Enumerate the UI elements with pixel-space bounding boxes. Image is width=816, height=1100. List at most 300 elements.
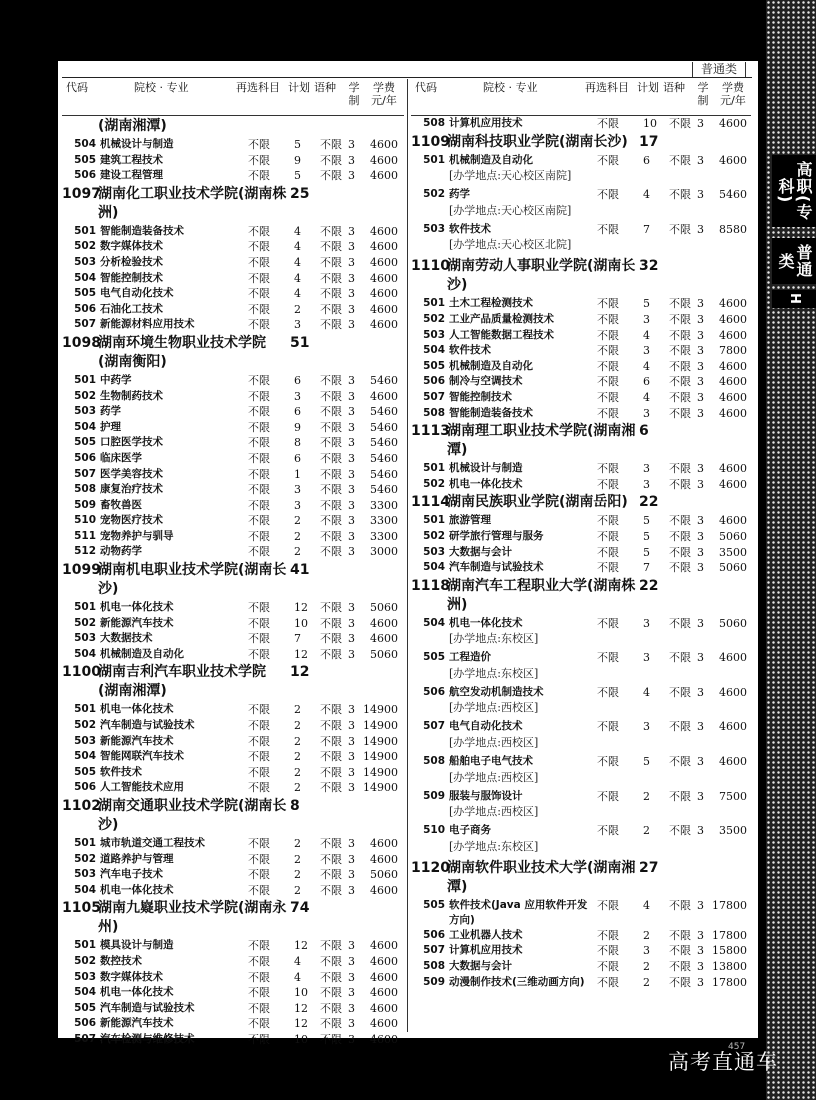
duration-years: 3 (348, 750, 355, 764)
table-row (62, 1001, 404, 1017)
major-code: 504 (74, 420, 96, 433)
duration-years: 3 (697, 153, 704, 167)
school-plan-total: 51 (290, 334, 310, 351)
left-column (62, 79, 404, 1046)
language: 不限 (669, 720, 691, 734)
header-duration: 学制 (348, 81, 360, 107)
duration-years: 3 (348, 498, 355, 512)
major-name: 新能源材料应用技术 (100, 318, 195, 331)
major-code: 502 (74, 954, 96, 967)
major-name: 机电一体化技术 (100, 703, 174, 716)
elective-subject: 不限 (597, 561, 619, 575)
tuition-fee: 4600 (719, 685, 747, 699)
header-name: 院校 · 专业 (134, 81, 189, 94)
table-row (411, 187, 751, 203)
duration-years: 3 (348, 318, 355, 332)
major-code: 507 (423, 390, 445, 403)
tuition-fee: 4600 (719, 514, 747, 528)
language: 不限 (320, 601, 342, 615)
major-name: 研学旅行管理与服务 (449, 529, 544, 542)
major-name: 汽车制造与试验技术 (100, 719, 195, 732)
duration-years: 3 (697, 755, 704, 769)
table-row (411, 477, 751, 493)
tuition-fee: 5460 (370, 451, 398, 465)
duration-years: 3 (697, 312, 704, 326)
language: 不限 (320, 436, 342, 450)
language: 不限 (669, 375, 691, 389)
side-tab-vocational: 高职(专科) (772, 155, 816, 227)
elective-subject: 不限 (248, 1001, 270, 1015)
language: 不限 (669, 406, 691, 420)
duration-years: 3 (348, 255, 355, 269)
school-heading (62, 796, 404, 836)
major-code: 504 (74, 271, 96, 284)
tuition-fee: 4600 (719, 462, 747, 476)
duration-years: 3 (697, 375, 704, 389)
major-name: 汽车检测与维修技术 (100, 1032, 195, 1045)
table-row (62, 420, 404, 436)
tuition-fee: 4600 (370, 138, 398, 151)
table-row (411, 359, 751, 375)
major-code: 505 (74, 287, 96, 300)
language: 不限 (320, 765, 342, 779)
plan-count: 3 (643, 462, 650, 476)
major-name: 新能源汽车技术 (100, 1017, 174, 1030)
elective-subject: 不限 (248, 224, 270, 238)
elective-subject: 不限 (248, 632, 270, 646)
duration-years: 3 (348, 240, 355, 254)
school-plan-total: 22 (639, 494, 659, 511)
language: 不限 (320, 868, 342, 882)
major-code: 506 (74, 169, 96, 182)
language: 不限 (320, 781, 342, 795)
elective-subject: 不限 (248, 545, 270, 559)
footer-logo: 高考直通车 (668, 1050, 778, 1074)
major-code: 504 (74, 138, 96, 150)
elective-subject: 不限 (597, 153, 619, 167)
language: 不限 (320, 545, 342, 559)
header-duration: 学制 (697, 81, 709, 107)
table-row (411, 390, 751, 406)
table-row (411, 975, 751, 1005)
elective-subject: 不限 (248, 405, 270, 419)
table-row (62, 1032, 404, 1048)
major-name: 机电一体化技术 (100, 986, 174, 999)
major-name: 电气自动化技术 (100, 287, 174, 300)
major-code: 508 (423, 406, 445, 419)
header-code: 代码 (66, 81, 88, 94)
major-code: 504 (423, 616, 445, 629)
major-code: 509 (423, 975, 445, 988)
table-row (62, 286, 404, 302)
major-name: 畜牧兽医 (100, 498, 142, 511)
table-row (62, 317, 404, 333)
elective-subject: 不限 (248, 734, 270, 748)
plan-count: 2 (294, 781, 301, 795)
elective-subject: 不限 (597, 616, 619, 630)
header-plan: 计划 (637, 81, 659, 94)
plan-count: 2 (643, 789, 650, 803)
campus-note: [办学地点:天心校区南院] (449, 203, 572, 217)
header-tuition: 学费 元/年 (720, 81, 746, 107)
table-row (62, 647, 404, 663)
language: 不限 (669, 685, 691, 699)
elective-subject: 不限 (248, 837, 270, 850)
table-row (62, 153, 404, 169)
plan-count: 4 (643, 188, 650, 202)
major-code: 504 (423, 344, 445, 357)
major-code: 503 (74, 405, 96, 418)
school-name: (湖南湘潭) (98, 118, 167, 134)
language: 不限 (320, 734, 342, 748)
plan-count: 1 (294, 467, 301, 481)
school-heading (411, 256, 751, 296)
language: 不限 (320, 719, 342, 733)
major-code: 503 (74, 970, 96, 983)
tuition-fee: 3300 (370, 498, 398, 512)
school-code: 1098 (62, 334, 101, 351)
elective-subject: 不限 (597, 789, 619, 803)
table-row (411, 789, 751, 805)
table-row (411, 296, 751, 312)
major-name: 机械制造及自动化 (449, 359, 533, 372)
duration-years: 3 (348, 781, 355, 795)
plan-count: 12 (294, 647, 308, 661)
plan-count: 3 (294, 498, 301, 512)
plan-count: 9 (294, 153, 301, 167)
school-plan-total: 22 (639, 577, 659, 594)
major-code: 501 (423, 514, 445, 527)
tuition-fee: 17800 (712, 928, 747, 942)
elective-subject: 不限 (248, 420, 270, 434)
table-row (62, 718, 404, 734)
campus-note: [办学地点:天心校区南院] (449, 169, 572, 183)
table-row (62, 404, 404, 420)
plan-count: 5 (643, 297, 650, 311)
tuition-fee: 5060 (370, 647, 398, 661)
major-name: 临床医学 (100, 451, 142, 464)
table-row (62, 631, 404, 647)
elective-subject: 不限 (248, 169, 270, 183)
duration-years: 3 (697, 651, 704, 665)
tuition-fee: 14900 (363, 734, 398, 748)
major-code: 508 (423, 117, 445, 129)
major-code: 511 (74, 529, 96, 542)
plan-count: 6 (643, 375, 650, 389)
header-subject: 再选科目 (585, 81, 629, 94)
language: 不限 (320, 852, 342, 866)
duration-years: 3 (348, 939, 355, 953)
language: 不限 (320, 954, 342, 968)
language: 不限 (669, 222, 691, 236)
elective-subject: 不限 (597, 928, 619, 942)
major-code: 501 (74, 837, 96, 849)
elective-subject: 不限 (248, 970, 270, 984)
tuition-fee: 3300 (370, 529, 398, 543)
language: 不限 (320, 1001, 342, 1015)
elective-subject: 不限 (597, 960, 619, 974)
major-name: 汽车制造与试验技术 (449, 561, 544, 574)
school-code: 1102 (62, 798, 101, 814)
duration-years: 3 (348, 514, 355, 528)
duration-years: 3 (697, 720, 704, 734)
major-name: 分析检验技术 (100, 255, 163, 268)
table-row (62, 513, 404, 529)
major-code: 505 (74, 153, 96, 166)
school-code: 1118 (411, 577, 450, 594)
school-name: 湖南汽车工程职业大学(湖南株洲) (447, 577, 636, 613)
duration-years: 3 (697, 928, 704, 942)
major-name: 机械制造及自动化 (449, 153, 533, 166)
elective-subject: 不限 (248, 647, 270, 661)
major-code: 505 (423, 651, 445, 664)
tuition-fee: 4600 (719, 153, 747, 167)
header-plan: 计划 (288, 81, 310, 94)
school-code: 1109 (411, 133, 450, 150)
duration-years: 3 (697, 944, 704, 958)
major-name: 智能制造装备技术 (449, 406, 533, 419)
table-row (62, 970, 404, 986)
plan-count: 3 (643, 616, 650, 630)
major-code: 506 (74, 302, 96, 315)
elective-subject: 不限 (597, 117, 619, 130)
side-tab-general: 普通类 (772, 238, 816, 284)
major-name: 宠物医疗技术 (100, 514, 163, 527)
elective-subject: 不限 (248, 153, 270, 167)
language: 不限 (669, 477, 691, 491)
major-name: 工程造价 (449, 651, 491, 664)
major-code: 512 (74, 545, 96, 558)
column-header (62, 79, 404, 116)
left-rows (62, 116, 404, 1048)
major-name: 建筑工程技术 (100, 153, 163, 166)
duration-years: 3 (348, 389, 355, 403)
major-code: 503 (74, 632, 96, 645)
major-code: 504 (74, 986, 96, 999)
elective-subject: 不限 (597, 514, 619, 528)
header-code: 代码 (415, 81, 437, 94)
duration-years: 3 (348, 719, 355, 733)
major-code: 501 (74, 224, 96, 237)
elective-subject: 不限 (597, 375, 619, 389)
major-code: 509 (423, 789, 445, 802)
duration-years: 3 (348, 616, 355, 630)
major-code: 504 (74, 750, 96, 763)
campus-note: [办学地点:西校区] (449, 770, 539, 784)
duration-years: 3 (348, 287, 355, 301)
tuition-fee: 4600 (370, 939, 398, 953)
language: 不限 (320, 1017, 342, 1031)
tuition-fee: 17800 (712, 898, 747, 912)
table-row (62, 749, 404, 765)
language: 不限 (669, 390, 691, 404)
school-heading (62, 184, 404, 224)
plan-count: 7 (643, 561, 650, 575)
plan-count: 12 (294, 1001, 308, 1015)
tuition-fee: 17800 (712, 975, 747, 989)
school-heading (62, 898, 404, 938)
major-code: 501 (423, 297, 445, 310)
tuition-fee: 4600 (719, 720, 747, 734)
language: 不限 (669, 651, 691, 665)
table-row (62, 883, 404, 899)
campus-note: [办学地点:东校区] (449, 839, 539, 853)
plan-count: 5 (643, 514, 650, 528)
tuition-fee: 3300 (370, 514, 398, 528)
column-divider (407, 79, 408, 1032)
plan-count: 2 (643, 960, 650, 974)
duration-years: 3 (697, 824, 704, 838)
duration-years: 3 (348, 405, 355, 419)
elective-subject: 不限 (597, 312, 619, 326)
table-row (411, 823, 751, 839)
duration-years: 3 (348, 986, 355, 1000)
plan-count: 2 (294, 837, 301, 850)
duration-years: 3 (697, 685, 704, 699)
plan-count: 4 (294, 287, 301, 301)
duration-years: 3 (697, 406, 704, 420)
major-name: 动漫制作技术(三维动画方向) (449, 975, 585, 988)
table-row (411, 328, 751, 344)
plan-count: 2 (294, 883, 301, 897)
tuition-fee: 4600 (370, 224, 398, 238)
plan-count: 4 (643, 359, 650, 373)
language: 不限 (669, 944, 691, 958)
elective-subject: 不限 (597, 406, 619, 420)
elective-subject: 不限 (597, 651, 619, 665)
major-name: 数字媒体技术 (100, 970, 163, 983)
major-code: 509 (74, 498, 96, 511)
plan-count: 2 (294, 545, 301, 559)
major-name: 新能源汽车技术 (100, 616, 174, 629)
language: 不限 (669, 960, 691, 974)
tuition-fee: 4600 (370, 169, 398, 183)
duration-years: 3 (348, 451, 355, 465)
table-row (62, 302, 404, 318)
tuition-fee: 5060 (719, 616, 747, 630)
tuition-fee: 5460 (719, 188, 747, 202)
major-code: 502 (74, 389, 96, 402)
duration-years: 3 (697, 359, 704, 373)
major-name: 药学 (100, 405, 121, 418)
duration-years: 3 (348, 169, 355, 183)
tuition-fee: 5060 (370, 601, 398, 615)
campus-note: [办学地点:东校区] (449, 666, 539, 680)
plan-count: 5 (643, 755, 650, 769)
plan-count: 5 (294, 138, 301, 151)
duration-years: 3 (697, 545, 704, 559)
language: 不限 (320, 883, 342, 897)
major-name: 电气自动化技术 (449, 720, 523, 733)
plan-count: 6 (294, 451, 301, 465)
plan-count: 2 (294, 529, 301, 543)
major-name: 医学美容技术 (100, 467, 163, 480)
school-heading (62, 662, 404, 702)
elective-subject: 不限 (248, 939, 270, 953)
elective-subject: 不限 (597, 944, 619, 958)
school-heading (411, 576, 751, 616)
elective-subject: 不限 (248, 436, 270, 450)
major-code: 502 (423, 477, 445, 490)
major-code: 502 (74, 719, 96, 732)
table-row (62, 544, 404, 560)
plan-count: 2 (643, 975, 650, 989)
major-name: 土木工程检测技术 (449, 297, 533, 310)
language: 不限 (669, 297, 691, 311)
plan-count: 12 (294, 601, 308, 615)
plan-count: 3 (294, 318, 301, 332)
major-name: 智能控制技术 (449, 390, 512, 403)
table-row (62, 373, 404, 389)
elective-subject: 不限 (248, 240, 270, 254)
side-tab-letter: H (772, 290, 816, 308)
language: 不限 (669, 616, 691, 630)
major-name: 石油化工技术 (100, 302, 163, 315)
plan-count: 9 (294, 420, 301, 434)
plan-count: 10 (294, 986, 308, 1000)
plan-count: 12 (294, 1017, 308, 1031)
language: 不限 (669, 153, 691, 167)
tuition-fee: 4600 (370, 389, 398, 403)
major-name: 人工智能技术应用 (100, 781, 184, 794)
language: 不限 (320, 467, 342, 481)
table-row (411, 754, 751, 770)
major-code: 502 (423, 529, 445, 542)
language: 不限 (669, 824, 691, 838)
tuition-fee: 3000 (370, 545, 398, 559)
elective-subject: 不限 (597, 824, 619, 838)
elective-subject: 不限 (248, 389, 270, 403)
plan-count: 2 (294, 719, 301, 733)
table-row (411, 529, 751, 545)
language: 不限 (320, 616, 342, 630)
elective-subject: 不限 (597, 545, 619, 559)
elective-subject: 不限 (597, 390, 619, 404)
language: 不限 (669, 188, 691, 202)
major-name: 航空发动机制造技术 (449, 685, 544, 698)
elective-subject: 不限 (248, 616, 270, 630)
table-row (411, 898, 751, 928)
major-name: 计算机应用技术 (449, 117, 523, 129)
table-row (411, 545, 751, 561)
school-code: 1097 (62, 185, 101, 202)
duration-years: 3 (348, 1032, 355, 1046)
elective-subject: 不限 (248, 483, 270, 497)
tuition-fee: 3500 (719, 545, 747, 559)
major-name: 软件技术 (449, 344, 491, 357)
elective-subject: 不限 (597, 359, 619, 373)
language: 不限 (669, 462, 691, 476)
major-code: 504 (74, 883, 96, 896)
tuition-fee: 7800 (719, 344, 747, 358)
table-row (62, 467, 404, 483)
major-name: 机电一体化技术 (100, 883, 174, 896)
major-code: 505 (423, 359, 445, 372)
table-row (62, 255, 404, 271)
plan-count: 4 (294, 954, 301, 968)
plan-count: 2 (643, 928, 650, 942)
elective-subject: 不限 (597, 477, 619, 491)
major-code: 501 (423, 153, 445, 166)
language: 不限 (669, 898, 691, 912)
major-name: 智能网联汽车技术 (100, 750, 184, 763)
tuition-fee: 5460 (370, 420, 398, 434)
school-name: 湖南科技职业学院(湖南长沙) (447, 133, 628, 150)
school-name: 湖南九嶷职业技术学院(湖南永州) (98, 900, 287, 936)
elective-subject: 不限 (597, 297, 619, 311)
table-row (411, 959, 751, 975)
language: 不限 (320, 169, 342, 183)
